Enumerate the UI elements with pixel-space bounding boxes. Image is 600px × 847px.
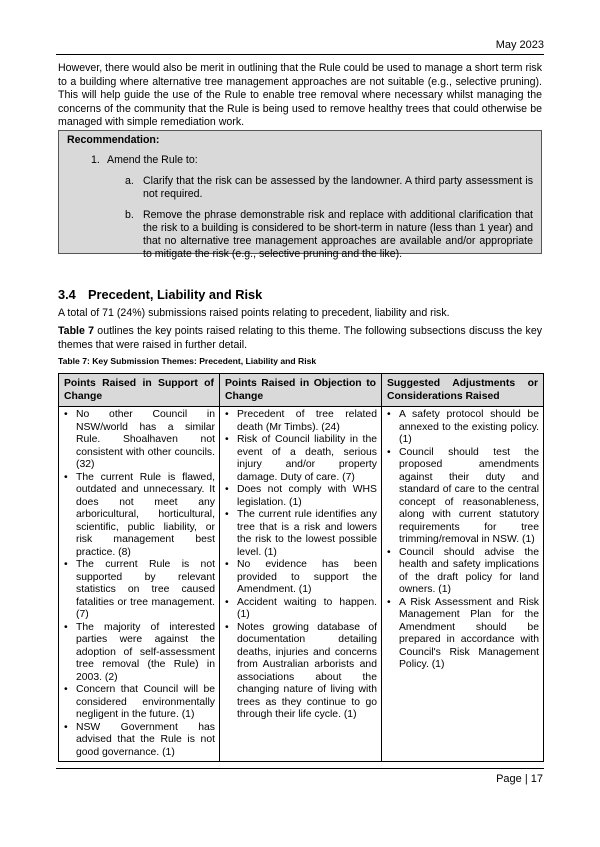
recommendation-box xyxy=(58,130,542,260)
header-adjustments: Suggested Adjustments or Considerations Raised xyxy=(382,374,544,407)
list-item: • Council should advise the health and safety implications of the draft policy for land owners. (1) xyxy=(384,547,539,597)
table-caption: Table 7: Key Submission Themes: Precedent, Liability and Risk xyxy=(58,356,317,366)
list-item: • Notes growing database of documentation detailing deaths, injuries and concerns from Australian arborists and associations about the changing nature of living with trees as they continue to go through their life cycle. (1) xyxy=(222,622,377,722)
recommendation-subitem-b xyxy=(125,209,533,261)
list-item: • No evidence has been provided to support the Amendment. (1) xyxy=(222,559,377,597)
list-item: • The current Rule is not supported by relevant statistics on tree caused fatalities or tree management. (7) xyxy=(61,559,215,622)
table-intro-paragraph xyxy=(58,325,542,352)
adjustments-list xyxy=(384,409,539,672)
list-item: • Precedent of tree related death (Mr Timbs). (24) xyxy=(222,409,377,434)
recommendation-subitem-a xyxy=(125,175,533,201)
list-item: • The majority of interested parties were against the adoption of self-assessment tree removal (the Rule) in 2003. (2) xyxy=(61,622,215,685)
header-divider xyxy=(56,54,544,55)
page-number: Page | 17 xyxy=(496,773,543,785)
intro-paragraph: However, there would also be merit in outlining that the Rule could be used to manage a short term risk to a building where alternative tree management approaches are not suitable (e.g., selective pruning). This will help guide the use of the Rule to enable tree removal where necessary whilst managing the concerns of the community that the Rule is being used to remove healthy trees that could otherwise be managed with simple remediation work. xyxy=(58,62,542,129)
list-item: • Concern that Council will be considered environmentally negligent in the future. (1) xyxy=(61,684,215,722)
list-item: • A Risk Assessment and Risk Management Plan for the Amendment should be prepared in accordance with Council's Risk Management Policy. (1) xyxy=(384,597,539,672)
summary-paragraph: A total of 71 (24%) submissions raised points relating to precedent, liability and risk. xyxy=(58,307,450,319)
list-item: • No other Council in NSW/world has a similar Rule. Shoalhaven not consistent with other councils. (32) xyxy=(61,409,215,472)
header-support: Points Raised in Support of Change xyxy=(59,374,220,407)
list-item: • Risk of Council liability in the event of a death, serious injury and/or property damage. Duty of care. (7) xyxy=(222,434,377,484)
objection-cell xyxy=(220,407,382,762)
list-item: • Council should test the proposed amendments against their duty and standard of care to the central concept of reasonableness, along with current statutory requirements for tree trimming/removal in NSW. (1) xyxy=(384,447,539,547)
table-header-row xyxy=(59,374,544,407)
subitem-text: Clarify that the risk can be assessed by the landowner. A third party assessment is not required. xyxy=(143,175,533,200)
section-heading xyxy=(58,287,262,302)
recommendation-item-text: Amend the Rule to: xyxy=(107,154,198,166)
subitem-letter: a. xyxy=(125,175,134,187)
recommendation-item xyxy=(91,154,533,167)
list-item: • The current Rule is flawed, outdated and unnecessary. It does not meet any arboricultural, horticultural, scientific, public liability, or risk management best practice. (8) xyxy=(61,472,215,560)
header-date: May 2023 xyxy=(495,39,544,51)
section-number: 3.4 xyxy=(58,287,76,302)
table-row xyxy=(59,407,544,762)
list-item: • Does not comply with WHS legislation. (1) xyxy=(222,484,377,509)
section-title: Precedent, Liability and Risk xyxy=(88,287,263,302)
support-cell xyxy=(59,407,220,762)
list-item: • A safety protocol should be annexed to the existing policy. (1) xyxy=(384,409,539,447)
recommendation-title: Recommendation: xyxy=(67,134,160,146)
support-list xyxy=(61,409,215,759)
objection-list xyxy=(222,409,377,722)
subitem-letter: b. xyxy=(125,209,134,221)
table-intro-text: outlines the key points raised relating to this theme. The following subsections discuss the key themes that were raised in further detail. xyxy=(58,325,543,351)
subitem-text: Remove the phrase demonstrable risk and replace with additional clarification that the risk to a building is considered to be short-term in nature (less than 1 year) and that no alternative tree management approaches are available and/or appropriate to mitigate the risk (e.g., selective pruning and the like). xyxy=(143,209,533,260)
recommendation-item-number: 1. xyxy=(91,154,100,166)
list-item: • Accident waiting to happen. (1) xyxy=(222,597,377,622)
header-objection: Points Raised in Objection to Change xyxy=(220,374,382,407)
list-item: • NSW Government has advised that the Rule is not good governance. (1) xyxy=(61,722,215,760)
adjustments-cell xyxy=(382,407,544,762)
list-item: • The current rule identifies any tree that is a risk and lowers the risk to the lowest possible level. (1) xyxy=(222,509,377,559)
footer-divider xyxy=(56,768,544,769)
table-reference: Table 7 xyxy=(58,325,95,337)
themes-table xyxy=(58,373,544,762)
